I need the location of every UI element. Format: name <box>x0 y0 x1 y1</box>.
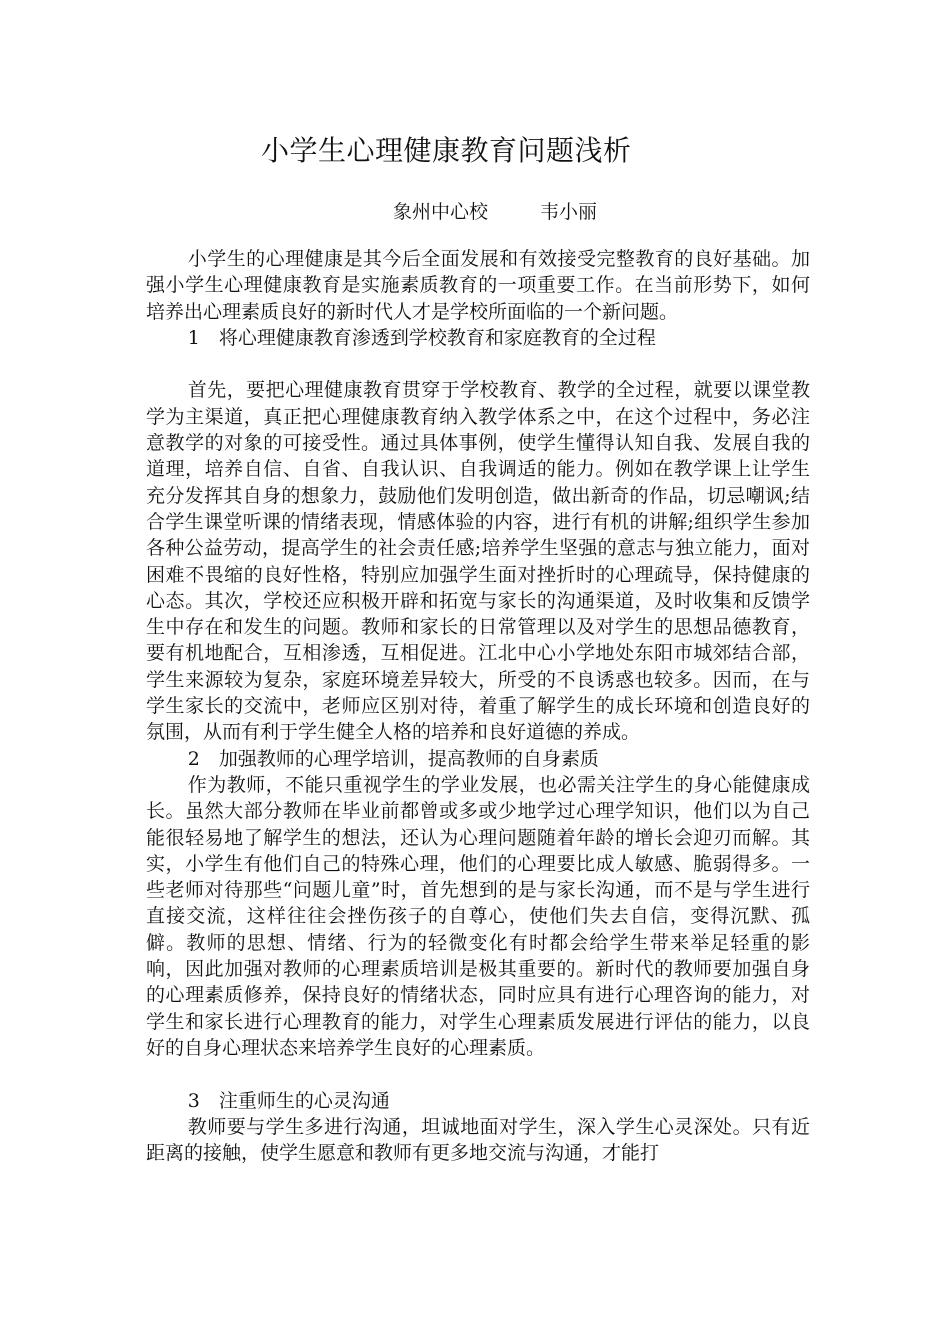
document-title: 小学生心理健康教育问题浅析 <box>261 134 632 167</box>
section-heading-1: 1 将心理健康教育渗透到学校教育和家庭教育的全过程 <box>187 326 656 349</box>
blank-line <box>146 1061 810 1087</box>
section-1-paragraph: 首先，要把心理健康教育贯穿于学校教育、教学的全过程，就要以课堂教学为主渠道，真正把心理健康教育纳入教学体系之中，在这个过程中，务必注意教学的对象的可接受性。通过具体事例，使学生懂得认知自我、发展自我的道理，培养自信、自省、自我认识、自我调适的能力。例如在教学课上让学生充分发挥其自身的想象力，鼓励他们发明创造，做出新奇的作品，切忌嘲讽;结合学生课堂听课的情绪表现，情感体验的内容，进行有机的讲解;组织学生参加各种公益劳动，提高学生的社会责任感;培养学生坚强的意志与独立能力，面对困难不畏缩的良好性格，特别应加强学生面对挫折时的心理疏导，保持健康的心态。其次，学校还应积极开辟和拓宽与家长的沟通渠道，及时收集和反馈学生中存在和发生的问题。教师和家长的日常管理以及对学生的思想品德教育，要有机地配合，互相渗透，互相促进。江北中心小学地处东阳市城郊结合部，学生来源较为复杂，家庭环境差异较大，所受的不良诱惑也较多。因而，在与学生家长的交流中，老师应区别对待，着重了解学生的成长环境和创造良好的氛围，从而有利于学生健全人格的培养和良好道德的养成。 <box>146 379 810 744</box>
author-byline <box>393 197 597 227</box>
section-heading-2: 2 加强教师的心理学培训，提高教师的自身素质 <box>187 747 599 770</box>
document-body <box>146 246 810 1166</box>
blank-line <box>146 351 810 377</box>
author-name: 韦小丽 <box>540 201 598 223</box>
school-name: 象州中心校 <box>393 201 489 223</box>
section-heading-3: 3 注重师生的心灵沟通 <box>187 1089 390 1112</box>
section-2-paragraph: 作为教师，不能只重视学生的学业发展，也必需关注学生的身心能健康成长。虽然大部分教师在毕业前都曾或多或少地学过心理学知识，他们以为自己能很轻易地了解学生的想法，还认为心理问题随着年龄的增长会迎刃而解。其实，小学生有他们自己的特殊心理，他们的心理要比成人敏感、脆弱得多。一些老师对待那些“问题儿童”时，首先想到的是与家长沟通，而不是与学生进行直接交流，这样往往会挫伤孩子的自尊心，使他们失去自信，变得沉默、孤僻。教师的思想、情绪、行为的轻微变化有时都会给学生带来举足轻重的影响，因此加强对教师的心理素质培训是极其重要的。新时代的教师要加强自身的心理素质修养，保持良好的情绪状态，同时应具有进行心理咨询的能力，对学生和家长进行心理教育的能力，对学生心理素质发展进行评估的能力，以良好的自身心理状态来培养学生良好的心理素质。 <box>146 773 810 1059</box>
intro-paragraph: 小学生的心理健康是其今后全面发展和有效接受完整教育的良好基础。加强小学生心理健康教育是实施素质教育的一项重要工作。在当前形势下，如何培养出心理素质良好的新时代人才是学校所面临的一个新问题。 <box>146 248 810 323</box>
section-3-paragraph: 教师要与学生多进行沟通，坦诚地面对学生，深入学生心灵深处。只有近距离的接触，使学生愿意和教师有更多地交流与沟通，才能打 <box>146 1115 810 1165</box>
